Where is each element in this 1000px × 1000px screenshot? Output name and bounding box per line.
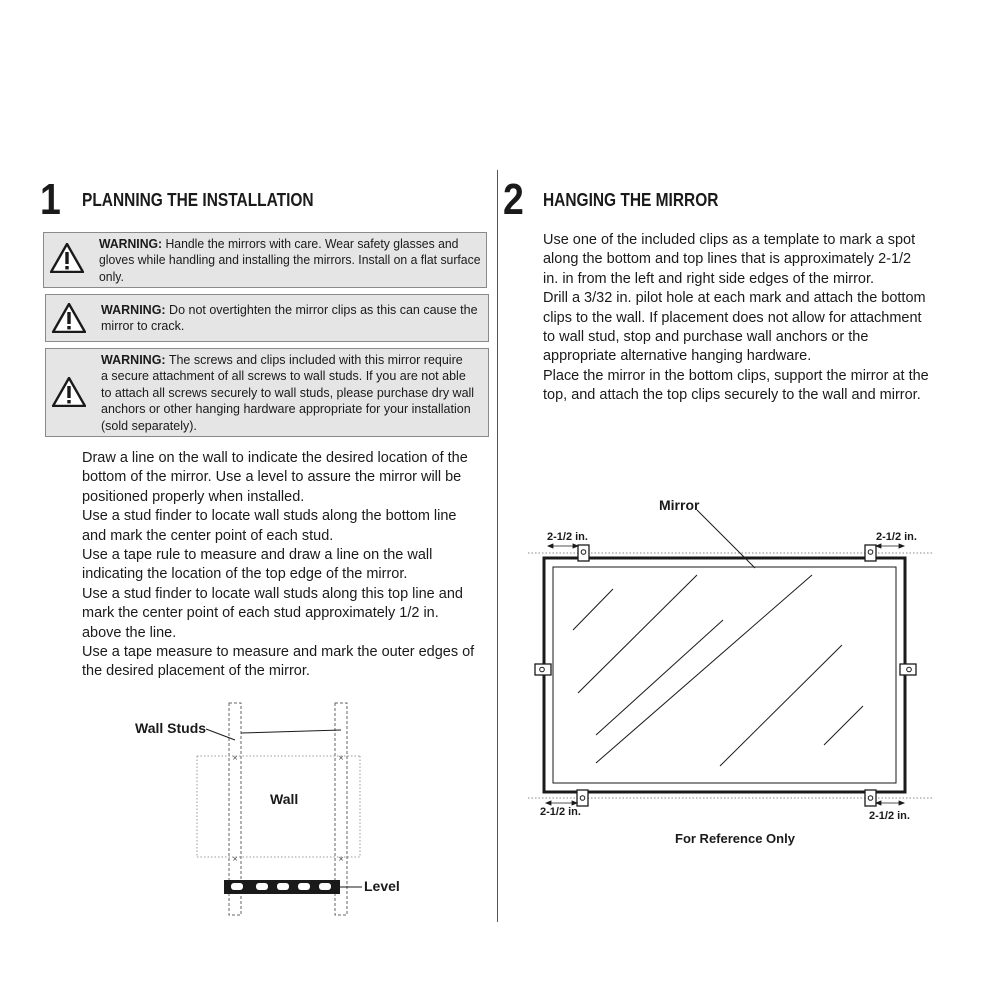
warning-label: WARNING:	[99, 237, 163, 251]
warning-line: (sold separately).	[101, 418, 197, 433]
clip-bottom-left	[577, 790, 588, 806]
warning-triangle-icon	[52, 377, 86, 407]
warning-line: Handle the mirrors with care. Wear safety glasses and	[162, 237, 459, 251]
instruction-line: indicating the location of the top edge of the mirror.	[82, 565, 408, 583]
warning-line: The screws and clips included with this mirror require	[165, 353, 463, 367]
svg-text:×: ×	[232, 855, 238, 863]
step-1-title: PLANNING THE INSTALLATION	[82, 190, 314, 210]
dimension-bottom-left: 2-1/2 in.	[540, 806, 581, 818]
level-label: Level	[364, 878, 400, 894]
instruction-line: Use a tape measure to measure and mark the outer edges of	[82, 643, 475, 661]
step-2-number: 2	[503, 175, 524, 224]
instruction-line: the desired placement of the mirror.	[82, 662, 310, 680]
instruction-line: positioned properly when installed.	[82, 487, 305, 505]
clip-bottom-right	[865, 790, 876, 806]
svg-text:×: ×	[232, 754, 238, 762]
instruction-line: Use one of the included clips as a template to mark a spot	[543, 231, 916, 248]
mirror-frame	[544, 558, 905, 792]
step-1-instructions	[82, 448, 492, 681]
instruction-line: bottom of the mirror. Use a level to assure the mirror will be	[82, 468, 462, 486]
warning-box-2	[45, 294, 489, 342]
warning-line: mirror to crack.	[101, 319, 185, 334]
warning-line: to attach all screws securely to wall studs, please purchase dry wall	[101, 385, 475, 400]
clip-top-right	[865, 545, 876, 561]
instruction-line: Draw a line on the wall to indicate the desired location of the	[82, 449, 468, 466]
step-2-instructions	[543, 230, 955, 405]
warning-box-1	[43, 232, 487, 288]
warning-box-3	[45, 348, 489, 437]
warning-triangle-icon	[52, 303, 86, 333]
dimension-top-right: 2-1/2 in.	[876, 531, 917, 543]
reference-caption: For Reference Only	[675, 831, 795, 846]
instruction-line: to wall stud, stop and purchase wall anchors or the	[543, 328, 869, 346]
instruction-line: top, and attach the top clips securely to the wall and mirror.	[543, 386, 921, 404]
dimension-bottom-right: 2-1/2 in.	[869, 810, 910, 822]
warning-line: only.	[99, 269, 124, 284]
instruction-line: above the line.	[82, 623, 177, 641]
instruction-line: Use a tape rule to measure and draw a line on the wall	[82, 546, 433, 564]
instruction-line: Use a stud finder to locate wall studs along this top line and	[82, 584, 463, 602]
clip-side-left	[535, 664, 551, 675]
wall-label: Wall	[270, 791, 299, 807]
instruction-line: Place the mirror in the bottom clips, support the mirror at the	[543, 366, 929, 384]
column-divider	[497, 170, 498, 922]
clip-side-right	[900, 664, 916, 675]
mirror-label: Mirror	[659, 497, 700, 513]
warning-label: WARNING:	[101, 353, 166, 367]
svg-text:×: ×	[338, 754, 344, 762]
warning-text-1	[99, 236, 481, 285]
dimension-top-left: 2-1/2 in.	[547, 531, 588, 543]
instruction-line: mark the center point of each stud approximately 1/2 in.	[82, 604, 439, 622]
step-1-number: 1	[40, 175, 61, 224]
instruction-line: appropriate alternative hanging hardware.	[543, 347, 812, 365]
instruction-line: clips to the wall. If placement does not allow for attachment	[543, 308, 922, 326]
clip-top-left	[578, 545, 589, 561]
instruction-line: Drill a 3/32 in. pilot hole at each mark and attach the bottom	[543, 289, 926, 307]
warning-label: WARNING:	[101, 303, 166, 317]
warning-line: gloves while handling and installing the mirrors. Install on a flat surface	[99, 253, 481, 268]
warning-line: a secure attachment of all screws to wall studs. If you are not able	[101, 369, 466, 384]
svg-text:×: ×	[338, 855, 344, 863]
warning-triangle-icon	[50, 243, 84, 273]
warning-line: Do not overtighten the mirror clips as this can cause the	[165, 303, 478, 317]
instruction-line: along the bottom and top lines that is approximately 2-1/2	[543, 250, 912, 268]
wall-studs-label: Wall Studs	[135, 720, 207, 736]
warning-text-3	[101, 352, 480, 434]
warning-line: anchors or other hanging hardware appropriate for your installation	[101, 402, 471, 417]
mirror-diagram	[520, 495, 950, 825]
instruction-line: in. in from the left and right side edges of the mirror.	[543, 269, 875, 287]
instruction-line: and mark the center point of each stud.	[82, 526, 334, 544]
step-2-title: HANGING THE MIRROR	[543, 190, 719, 210]
warning-text-2	[101, 302, 480, 335]
instruction-line: Use a stud finder to locate wall studs along the bottom line	[82, 507, 457, 525]
